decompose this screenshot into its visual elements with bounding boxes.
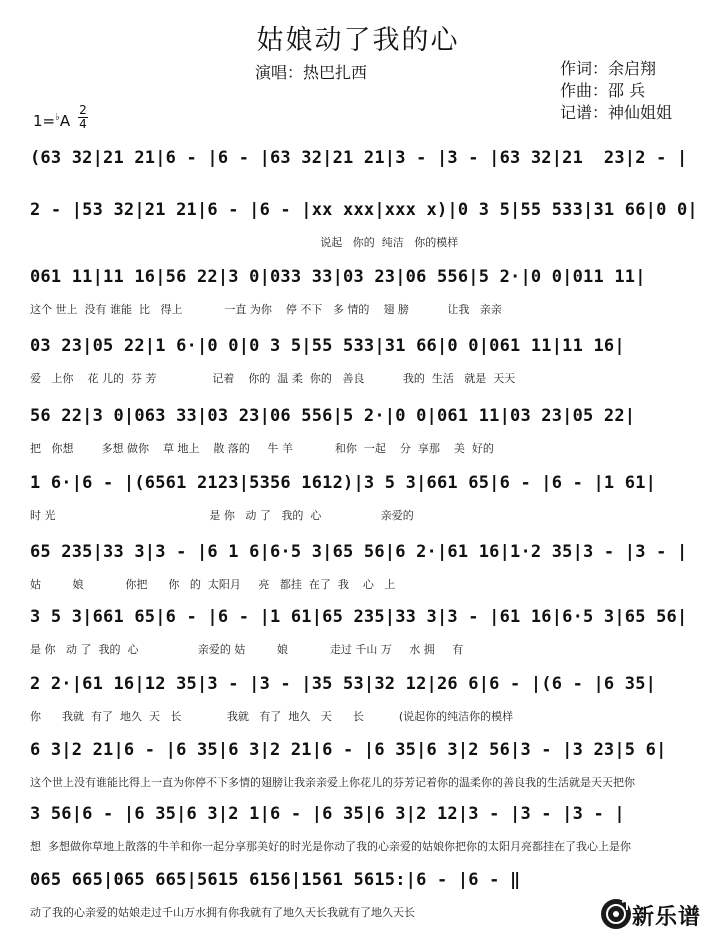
key-note: A [59, 112, 71, 130]
lyrics-row: 想 多想做你草地上散落的牛羊和你一起分享那美好的时光是你动了我的心亲爱的姑娘你把你的太阳月亮都挂在了我心上是你 [30, 840, 631, 853]
staff-line-9 [30, 664, 690, 730]
lyrics-row: 你 我就 有了 地久 天 长 我就 有了 地久 天 长 (说起你的纯洁你的模样 [30, 710, 514, 723]
notation-row: 03 23|05 22|1 6·|0 0|0 3 5|55 533|31 66|0 0|061 11|11 16| [30, 336, 625, 356]
staff-line-12 [30, 860, 690, 926]
notation-row: 2 2·|61 16|12 35|3 - |3 - |35 53|32 12|26 6|6 - |(6 - |6 35| [30, 674, 657, 694]
staff-line-2 [30, 190, 698, 256]
notation-row: 1 6·|6 - |(6561 2123|5356 1612)|3 5 3|661 65|6 - |6 - |1 61| [30, 473, 657, 493]
notation-row: 065 665|065 665|5615 6156|1561 5615:|6 - |6 - ‖ [30, 870, 521, 890]
lyrics-row: 这个 世上 没有 谁能 比 得上 一直 为你 停 不下 多 情的 翅 膀 让我 亲亲 [30, 303, 502, 316]
lyrics-row: 姑 娘 你把 你 的 太阳月 亮 都挂 在了 我 心 上 [30, 578, 396, 591]
lyrics-row: 动了我的心亲爱的姑娘走过千山万水拥有你我就有了地久天长我就有了地久天长 [30, 906, 415, 919]
staff-line-4 [30, 326, 690, 392]
staff-line-5 [30, 396, 690, 462]
lyrics-row: 说起 你的 纯洁 你的模样 [30, 236, 459, 249]
lyricist-credit: 作词：余启翔 [560, 59, 657, 78]
notation-row: 2 - |53 32|21 21|6 - |6 - |xx xxx|xxx x)|0 3 5|55 533|31 66|0 0| [30, 200, 698, 220]
staff-line-8 [30, 597, 690, 663]
notation-row: 061 11|11 16|56 22|3 0|033 33|03 23|06 556|5 2·|0 0|011 11| [30, 267, 646, 287]
notation-row: (63 32|21 21|6 - |6 - |63 32|21 21|3 - |3 - |63 32|21 23|2 - | [30, 148, 688, 168]
meter-top: 2 [79, 103, 87, 117]
lyrics-row: 爱 上你 花 儿的 芬 芳 记着 你的 温 柔 你的 善良 我的 生活 就是 天天 [30, 372, 516, 385]
meter-bottom: 4 [79, 117, 87, 131]
notation-row: 3 5 3|661 65|6 - |6 - |1 61|65 235|33 3|3 - |61 16|6·5 3|65 56| [30, 607, 688, 627]
flat-sign: ♭ [55, 112, 60, 123]
song-title: 姑娘动了我的心 [256, 25, 460, 56]
notation-row: 56 22|3 0|063 33|03 23|06 556|5 2·|0 0|061 11|03 23|05 22| [30, 406, 636, 426]
notation-row: 3 56|6 - |6 35|6 3|2 1|6 - |6 35|6 3|2 12|3 - |3 - |3 - | [30, 804, 625, 824]
staff-line-6 [30, 463, 690, 529]
staff-line-3 [30, 257, 690, 323]
notation-row: 65 235|33 3|3 - |6 1 6|6·5 3|65 56|6 2·|61 16|1·2 35|3 - |3 - | [30, 542, 688, 562]
staff-line-11 [30, 794, 690, 860]
lyrics-row: 是 你 动 了 我的 心 亲爱的 姑 娘 走过 千山 万 水 拥 有 [30, 643, 464, 656]
staff-line-7 [30, 532, 690, 598]
site-logo-text: 新乐谱 [632, 905, 702, 930]
notation-row: 6 3|2 21|6 - |6 35|6 3|2 21|6 - |6 35|6 3|2 56|3 - |3 23|5 6| [30, 740, 667, 760]
lyrics-row: 时 光 是 你 动 了 我的 心 亲爱的 [30, 509, 414, 522]
lyrics-row: 这个世上没有谁能比得上一直为你停不下多情的翅膀让我亲亲爱上你花儿的芬芳记着你的温柔你的善良我的生活就是天天把你 [30, 776, 635, 789]
composer-credit: 作曲：邵 兵 [560, 81, 646, 100]
transcriber-credit: 记谱：神仙姐姐 [560, 103, 673, 122]
key-prefix: 1= [33, 112, 56, 130]
lyrics-row: 把 你想 多想 做你 草 地上 散 落的 牛 羊 和你 一起 分 享那 美 好的 [30, 442, 494, 455]
singer-credit: 演唱：热巴扎西 [255, 63, 368, 82]
staff-line-10 [30, 730, 690, 796]
